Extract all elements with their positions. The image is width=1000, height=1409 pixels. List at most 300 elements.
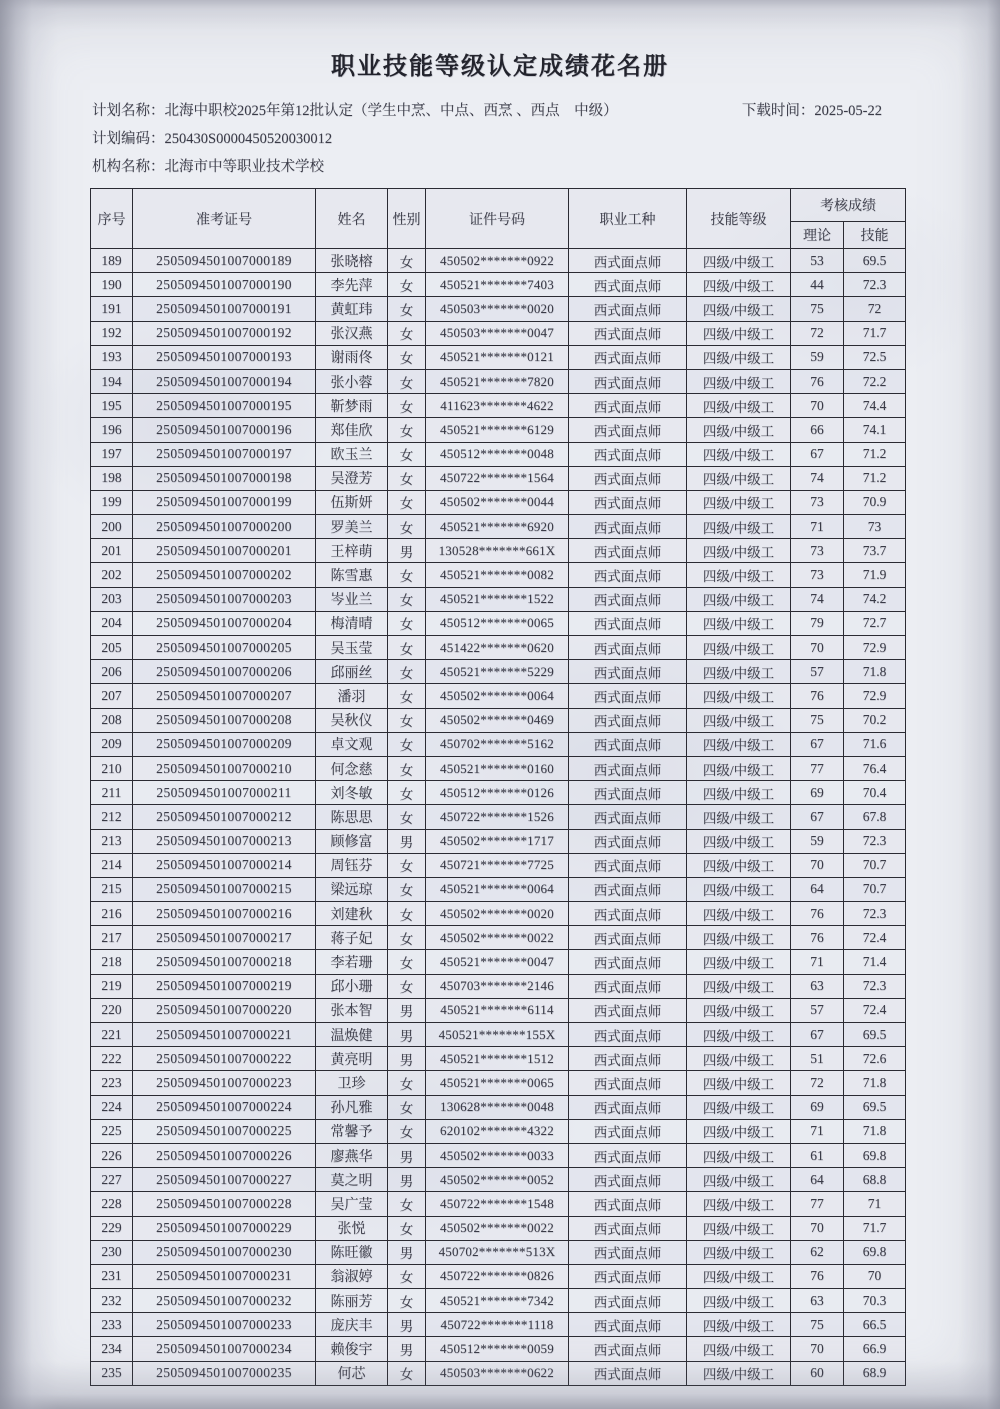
cell-occupation: 西式面点师 <box>569 1047 687 1071</box>
cell-gender: 男 <box>388 1313 426 1337</box>
table-row <box>91 1047 906 1071</box>
cell-skill-level: 四级/中级工 <box>687 1361 791 1385</box>
cell-seq: 190 <box>91 273 133 297</box>
table-row <box>91 1023 906 1047</box>
cell-name: 赖俊宇 <box>316 1337 388 1361</box>
cell-seq: 200 <box>91 515 133 539</box>
cell-name: 蒋子妃 <box>316 926 388 950</box>
cell-skill-level: 四级/中级工 <box>687 1143 791 1167</box>
col-header-seq: 序号 <box>91 189 133 249</box>
cell-theory-score: 70 <box>791 636 844 660</box>
cell-seq: 222 <box>91 1047 133 1071</box>
plan-name-value: 北海中职校2025年第12批认定（学生中烹、中点、西烹 、西点 中级） <box>164 103 618 119</box>
cell-theory-score: 74 <box>791 466 844 490</box>
cell-id-number: 450502*******0052 <box>426 1168 569 1192</box>
cell-name: 吴秋仪 <box>316 708 388 732</box>
cell-theory-score: 79 <box>791 611 844 635</box>
cell-skill-level: 四级/中级工 <box>687 249 791 273</box>
cell-theory-score: 67 <box>791 1023 844 1047</box>
cell-gender: 女 <box>388 587 426 611</box>
cell-skill-level: 四级/中级工 <box>687 1289 791 1313</box>
cell-gender: 男 <box>388 539 426 563</box>
cell-skill-level: 四级/中级工 <box>687 998 791 1022</box>
cell-name: 陈思思 <box>316 805 388 829</box>
table-row <box>91 539 906 563</box>
cell-occupation: 西式面点师 <box>569 1071 687 1095</box>
cell-ticket-no: 2505094501007000222 <box>133 1047 316 1071</box>
cell-occupation: 西式面点师 <box>569 926 687 950</box>
cell-name: 王梓萌 <box>316 539 388 563</box>
cell-id-number: 450702*******5162 <box>426 732 569 756</box>
cell-id-number: 450512*******0048 <box>426 442 569 466</box>
cell-skill-score: 71.6 <box>844 732 906 756</box>
cell-skill-level: 四级/中级工 <box>687 273 791 297</box>
cell-gender: 男 <box>388 1023 426 1047</box>
cell-name: 翁淑婷 <box>316 1264 388 1288</box>
cell-name: 莫之明 <box>316 1168 388 1192</box>
cell-skill-score: 71.7 <box>844 321 906 345</box>
table-row <box>91 321 906 345</box>
cell-id-number: 450503*******0047 <box>426 321 569 345</box>
cell-ticket-no: 2505094501007000223 <box>133 1071 316 1095</box>
cell-ticket-no: 2505094501007000193 <box>133 345 316 369</box>
cell-occupation: 西式面点师 <box>569 369 687 393</box>
cell-skill-score: 73 <box>844 515 906 539</box>
plan-code-text <box>92 131 332 148</box>
cell-occupation: 西式面点师 <box>569 1216 687 1240</box>
table-row <box>91 950 906 974</box>
cell-occupation: 西式面点师 <box>569 1095 687 1119</box>
cell-gender: 女 <box>388 515 426 539</box>
cell-skill-level: 四级/中级工 <box>687 1240 791 1264</box>
cell-occupation: 西式面点师 <box>569 660 687 684</box>
cell-occupation: 西式面点师 <box>569 1313 687 1337</box>
cell-occupation: 西式面点师 <box>569 732 687 756</box>
cell-skill-level: 四级/中级工 <box>687 1071 791 1095</box>
cell-theory-score: 76 <box>791 902 844 926</box>
cell-ticket-no: 2505094501007000230 <box>133 1240 316 1264</box>
cell-seq: 199 <box>91 490 133 514</box>
cell-skill-score: 70 <box>844 1264 906 1288</box>
cell-seq: 234 <box>91 1337 133 1361</box>
cell-id-number: 450702*******513X <box>426 1240 569 1264</box>
cell-occupation: 西式面点师 <box>569 1240 687 1264</box>
cell-skill-score: 72.4 <box>844 926 906 950</box>
table-row <box>91 1337 906 1361</box>
cell-theory-score: 76 <box>791 926 844 950</box>
cell-theory-score: 73 <box>791 539 844 563</box>
cell-gender: 女 <box>388 660 426 684</box>
cell-id-number: 450722*******0826 <box>426 1264 569 1288</box>
cell-gender: 女 <box>388 1071 426 1095</box>
cell-ticket-no: 2505094501007000229 <box>133 1216 316 1240</box>
cell-seq: 202 <box>91 563 133 587</box>
cell-gender: 女 <box>388 1119 426 1143</box>
cell-skill-score: 66.5 <box>844 1313 906 1337</box>
cell-ticket-no: 2505094501007000199 <box>133 490 316 514</box>
table-row <box>91 418 906 442</box>
table-row <box>91 1095 906 1119</box>
cell-theory-score: 60 <box>791 1361 844 1385</box>
cell-occupation: 西式面点师 <box>569 1264 687 1288</box>
download-time-text <box>742 103 882 120</box>
cell-skill-level: 四级/中级工 <box>687 587 791 611</box>
cell-id-number: 130628*******0048 <box>426 1095 569 1119</box>
cell-name: 张汉燕 <box>316 321 388 345</box>
cell-skill-score: 71.2 <box>844 466 906 490</box>
cell-name: 何念慈 <box>316 756 388 780</box>
cell-name: 黄亮明 <box>316 1047 388 1071</box>
table-row <box>91 297 906 321</box>
cell-occupation: 西式面点师 <box>569 539 687 563</box>
cell-gender: 女 <box>388 950 426 974</box>
table-row <box>91 902 906 926</box>
cell-ticket-no: 2505094501007000190 <box>133 273 316 297</box>
cell-occupation: 西式面点师 <box>569 394 687 418</box>
cell-ticket-no: 2505094501007000198 <box>133 466 316 490</box>
cell-skill-score: 70.3 <box>844 1289 906 1313</box>
cell-skill-score: 72.3 <box>844 829 906 853</box>
cell-skill-level: 四级/中级工 <box>687 708 791 732</box>
cell-gender: 女 <box>388 563 426 587</box>
cell-gender: 男 <box>388 1168 426 1192</box>
cell-id-number: 450721*******7725 <box>426 853 569 877</box>
cell-name: 李先萍 <box>316 273 388 297</box>
cell-occupation: 西式面点师 <box>569 321 687 345</box>
cell-id-number: 450502*******0064 <box>426 684 569 708</box>
table-row <box>91 756 906 780</box>
cell-name: 郑佳欣 <box>316 418 388 442</box>
cell-skill-level: 四级/中级工 <box>687 1168 791 1192</box>
cell-theory-score: 51 <box>791 1047 844 1071</box>
cell-theory-score: 70 <box>791 394 844 418</box>
cell-name: 廖燕华 <box>316 1143 388 1167</box>
cell-ticket-no: 2505094501007000232 <box>133 1289 316 1313</box>
cell-ticket-no: 2505094501007000224 <box>133 1095 316 1119</box>
table-row <box>91 732 906 756</box>
cell-occupation: 西式面点师 <box>569 563 687 587</box>
cell-name: 庞庆丰 <box>316 1313 388 1337</box>
cell-seq: 189 <box>91 249 133 273</box>
cell-skill-score: 74.1 <box>844 418 906 442</box>
cell-theory-score: 76 <box>791 684 844 708</box>
cell-ticket-no: 2505094501007000209 <box>133 732 316 756</box>
cell-skill-score: 72.9 <box>844 636 906 660</box>
cell-skill-level: 四级/中级工 <box>687 1119 791 1143</box>
cell-occupation: 西式面点师 <box>569 1192 687 1216</box>
cell-theory-score: 53 <box>791 249 844 273</box>
cell-theory-score: 69 <box>791 1095 844 1119</box>
cell-theory-score: 73 <box>791 490 844 514</box>
col-header-occupation: 职业工种 <box>569 189 687 249</box>
cell-skill-level: 四级/中级工 <box>687 418 791 442</box>
cell-ticket-no: 2505094501007000196 <box>133 418 316 442</box>
table-row <box>91 1216 906 1240</box>
cell-occupation: 西式面点师 <box>569 974 687 998</box>
cell-gender: 女 <box>388 394 426 418</box>
cell-occupation: 西式面点师 <box>569 490 687 514</box>
table-row <box>91 249 906 273</box>
cell-name: 何芯 <box>316 1361 388 1385</box>
cell-id-number: 450722*******1548 <box>426 1192 569 1216</box>
cell-seq: 223 <box>91 1071 133 1095</box>
cell-seq: 225 <box>91 1119 133 1143</box>
cell-id-number: 450722*******1564 <box>426 466 569 490</box>
cell-occupation: 西式面点师 <box>569 1119 687 1143</box>
cell-theory-score: 71 <box>791 515 844 539</box>
cell-skill-level: 四级/中级工 <box>687 926 791 950</box>
cell-gender: 男 <box>388 1047 426 1071</box>
cell-occupation: 西式面点师 <box>569 611 687 635</box>
cell-ticket-no: 2505094501007000189 <box>133 249 316 273</box>
cell-occupation: 西式面点师 <box>569 442 687 466</box>
cell-id-number: 450502*******1717 <box>426 829 569 853</box>
table-row <box>91 1168 906 1192</box>
org-name-value: 北海市中等职业技术学校 <box>164 159 324 175</box>
cell-gender: 女 <box>388 345 426 369</box>
cell-id-number: 450521*******1512 <box>426 1047 569 1071</box>
cell-theory-score: 67 <box>791 732 844 756</box>
cell-skill-level: 四级/中级工 <box>687 369 791 393</box>
col-header-id-number: 证件号码 <box>426 189 569 249</box>
cell-occupation: 西式面点师 <box>569 1361 687 1385</box>
cell-gender: 女 <box>388 732 426 756</box>
cell-occupation: 西式面点师 <box>569 345 687 369</box>
cell-skill-score: 72.7 <box>844 611 906 635</box>
cell-skill-score: 71.8 <box>844 1119 906 1143</box>
cell-name: 周钰芬 <box>316 853 388 877</box>
cell-name: 张晓榕 <box>316 249 388 273</box>
col-header-skill-level: 技能等级 <box>687 189 791 249</box>
cell-ticket-no: 2505094501007000233 <box>133 1313 316 1337</box>
cell-name: 吴澄芳 <box>316 466 388 490</box>
cell-ticket-no: 2505094501007000213 <box>133 829 316 853</box>
cell-theory-score: 75 <box>791 708 844 732</box>
cell-name: 吴广莹 <box>316 1192 388 1216</box>
cell-seq: 211 <box>91 781 133 805</box>
cell-seq: 218 <box>91 950 133 974</box>
cell-name: 李若珊 <box>316 950 388 974</box>
table-row <box>91 1264 906 1288</box>
cell-gender: 男 <box>388 998 426 1022</box>
cell-ticket-no: 2505094501007000207 <box>133 684 316 708</box>
cell-ticket-no: 2505094501007000194 <box>133 369 316 393</box>
cell-id-number: 450521*******6114 <box>426 998 569 1022</box>
cell-ticket-no: 2505094501007000231 <box>133 1264 316 1288</box>
cell-name: 刘冬敏 <box>316 781 388 805</box>
cell-skill-level: 四级/中级工 <box>687 1023 791 1047</box>
org-name-label: 机构名称： <box>92 159 165 175</box>
table-row <box>91 1313 906 1337</box>
cell-theory-score: 76 <box>791 369 844 393</box>
cell-id-number: 450722*******1526 <box>426 805 569 829</box>
table-row <box>91 1143 906 1167</box>
cell-id-number: 450521*******0047 <box>426 950 569 974</box>
cell-skill-score: 70.7 <box>844 853 906 877</box>
cell-id-number: 450503*******0622 <box>426 1361 569 1385</box>
cell-theory-score: 76 <box>791 1264 844 1288</box>
cell-ticket-no: 2505094501007000225 <box>133 1119 316 1143</box>
cell-theory-score: 71 <box>791 950 844 974</box>
cell-skill-score: 74.2 <box>844 587 906 611</box>
cell-name: 孙凡雅 <box>316 1095 388 1119</box>
cell-ticket-no: 2505094501007000216 <box>133 902 316 926</box>
cell-seq: 231 <box>91 1264 133 1288</box>
cell-skill-score: 66.9 <box>844 1337 906 1361</box>
cell-ticket-no: 2505094501007000235 <box>133 1361 316 1385</box>
cell-ticket-no: 2505094501007000206 <box>133 660 316 684</box>
cell-skill-level: 四级/中级工 <box>687 442 791 466</box>
cell-id-number: 450703*******2146 <box>426 974 569 998</box>
cell-id-number: 450512*******0126 <box>426 781 569 805</box>
cell-skill-level: 四级/中级工 <box>687 1216 791 1240</box>
cell-ticket-no: 2505094501007000212 <box>133 805 316 829</box>
table-row <box>91 394 906 418</box>
cell-occupation: 西式面点师 <box>569 853 687 877</box>
cell-skill-score: 74.4 <box>844 394 906 418</box>
cell-theory-score: 77 <box>791 756 844 780</box>
table-row <box>91 684 906 708</box>
cell-seq: 205 <box>91 636 133 660</box>
table-row <box>91 1361 906 1385</box>
cell-skill-score: 69.5 <box>844 249 906 273</box>
cell-seq: 191 <box>91 297 133 321</box>
cell-theory-score: 67 <box>791 805 844 829</box>
cell-theory-score: 70 <box>791 1216 844 1240</box>
cell-gender: 女 <box>388 1095 426 1119</box>
org-name-line <box>92 159 882 176</box>
cell-gender: 男 <box>388 829 426 853</box>
table-row <box>91 1071 906 1095</box>
cell-name: 欧玉兰 <box>316 442 388 466</box>
cell-id-number: 450521*******0064 <box>426 877 569 901</box>
cell-name: 顾修富 <box>316 829 388 853</box>
cell-name: 温焕健 <box>316 1023 388 1047</box>
cell-theory-score: 44 <box>791 273 844 297</box>
cell-occupation: 西式面点师 <box>569 877 687 901</box>
plan-name-text <box>92 103 618 120</box>
org-name-text <box>92 159 324 176</box>
table-row <box>91 466 906 490</box>
cell-seq: 196 <box>91 418 133 442</box>
table-row <box>91 781 906 805</box>
plan-code-line <box>92 131 882 148</box>
cell-occupation: 西式面点师 <box>569 1143 687 1167</box>
cell-ticket-no: 2505094501007000218 <box>133 950 316 974</box>
cell-gender: 女 <box>388 611 426 635</box>
cell-theory-score: 57 <box>791 660 844 684</box>
cell-gender: 男 <box>388 1337 426 1361</box>
table-row <box>91 369 906 393</box>
cell-skill-level: 四级/中级工 <box>687 1192 791 1216</box>
cell-skill-score: 76.4 <box>844 756 906 780</box>
cell-skill-score: 69.8 <box>844 1143 906 1167</box>
cell-seq: 210 <box>91 756 133 780</box>
cell-skill-score: 71.4 <box>844 950 906 974</box>
cell-name: 张悦 <box>316 1216 388 1240</box>
cell-theory-score: 63 <box>791 974 844 998</box>
cell-skill-level: 四级/中级工 <box>687 1337 791 1361</box>
cell-skill-level: 四级/中级工 <box>687 805 791 829</box>
cell-theory-score: 67 <box>791 442 844 466</box>
cell-occupation: 西式面点师 <box>569 998 687 1022</box>
cell-ticket-no: 2505094501007000195 <box>133 394 316 418</box>
plan-name-line <box>92 103 882 120</box>
cell-id-number: 450512*******0059 <box>426 1337 569 1361</box>
cell-skill-level: 四级/中级工 <box>687 1313 791 1337</box>
cell-id-number: 450502*******0020 <box>426 902 569 926</box>
cell-ticket-no: 2505094501007000228 <box>133 1192 316 1216</box>
cell-gender: 女 <box>388 926 426 950</box>
cell-gender: 女 <box>388 297 426 321</box>
cell-seq: 228 <box>91 1192 133 1216</box>
cell-name: 谢雨佟 <box>316 345 388 369</box>
cell-occupation: 西式面点师 <box>569 708 687 732</box>
cell-occupation: 西式面点师 <box>569 756 687 780</box>
cell-skill-score: 70.9 <box>844 490 906 514</box>
cell-seq: 233 <box>91 1313 133 1337</box>
cell-seq: 221 <box>91 1023 133 1047</box>
cell-id-number: 450521*******155X <box>426 1023 569 1047</box>
cell-theory-score: 66 <box>791 418 844 442</box>
cell-name: 吴玉莹 <box>316 636 388 660</box>
cell-occupation: 西式面点师 <box>569 1023 687 1047</box>
table-row <box>91 490 906 514</box>
cell-skill-score: 72.3 <box>844 273 906 297</box>
col-header-gender: 性别 <box>388 189 426 249</box>
cell-ticket-no: 2505094501007000226 <box>133 1143 316 1167</box>
cell-skill-score: 72.5 <box>844 345 906 369</box>
table-row <box>91 998 906 1022</box>
page-title: 职业技能等级认定成绩花名册 <box>331 54 669 80</box>
cell-gender: 女 <box>388 490 426 514</box>
document-meta <box>92 103 882 176</box>
table-row <box>91 877 906 901</box>
cell-gender: 女 <box>388 1216 426 1240</box>
cell-id-number: 450503*******0020 <box>426 297 569 321</box>
cell-ticket-no: 2505094501007000208 <box>133 708 316 732</box>
cell-name: 靳梦雨 <box>316 394 388 418</box>
table-row <box>91 345 906 369</box>
cell-gender: 女 <box>388 902 426 926</box>
cell-occupation: 西式面点师 <box>569 466 687 490</box>
cell-id-number: 450521*******6920 <box>426 515 569 539</box>
cell-gender: 女 <box>388 636 426 660</box>
cell-seq: 206 <box>91 660 133 684</box>
cell-name: 梅清晴 <box>316 611 388 635</box>
cell-seq: 216 <box>91 902 133 926</box>
cell-skill-level: 四级/中级工 <box>687 345 791 369</box>
cell-gender: 女 <box>388 684 426 708</box>
cell-theory-score: 70 <box>791 853 844 877</box>
cell-skill-score: 72.4 <box>844 998 906 1022</box>
cell-id-number: 450722*******1118 <box>426 1313 569 1337</box>
cell-seq: 198 <box>91 466 133 490</box>
cell-name: 罗美兰 <box>316 515 388 539</box>
cell-occupation: 西式面点师 <box>569 587 687 611</box>
cell-skill-level: 四级/中级工 <box>687 1095 791 1119</box>
cell-name: 黄虹玮 <box>316 297 388 321</box>
cell-gender: 男 <box>388 1143 426 1167</box>
cell-gender: 女 <box>388 1192 426 1216</box>
cell-id-number: 450521*******0160 <box>426 756 569 780</box>
cell-ticket-no: 2505094501007000203 <box>133 587 316 611</box>
cell-id-number: 450521*******6129 <box>426 418 569 442</box>
cell-skill-level: 四级/中级工 <box>687 297 791 321</box>
cell-theory-score: 64 <box>791 877 844 901</box>
cell-gender: 女 <box>388 249 426 273</box>
cell-skill-score: 72.6 <box>844 1047 906 1071</box>
